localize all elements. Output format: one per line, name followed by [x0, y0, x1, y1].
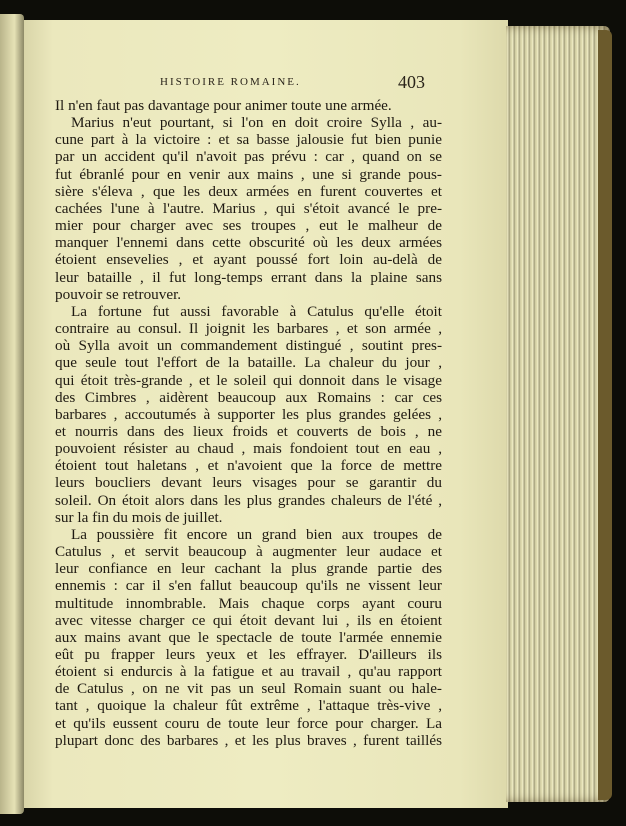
text-line: que seule tout l'effort de la bataille. La chaleur du jour , [55, 354, 442, 372]
text-line: leur bataille , il fut long-temps errant dans la plaine sans [55, 268, 442, 286]
text-line: pouvoir se retrouver. [55, 285, 182, 303]
text-line: où Sylla avoit un commandement distingué , soutint pres- [55, 337, 442, 355]
text-line: leurs boucliers devant leurs visages pour se garantir du [55, 474, 442, 492]
text-line: avec vitesse charger ce qui étoit devant lui , ils en étoient [55, 611, 442, 629]
text-line: de Catulus , on ne vit pas un seul Romain suant ou hale- [55, 680, 442, 698]
text-line: aux mains avant que le spectacle de toute l'armée ennemie [55, 628, 442, 646]
text-line: étoient tout haletans , et n'avoient que la force de mettre [55, 457, 442, 475]
text-line: des Cimbres , aidèrent beaucoup aux Romains : car ces [55, 388, 442, 406]
page-stack-edge [506, 26, 610, 802]
text-line: contraire au consul. Il joignit les barbares , et son armée , [55, 320, 442, 338]
text-line: par un accident qu'il n'avoit pas prévu : car , quand on se [55, 148, 442, 166]
text-line: ennemis : car il s'en fallut beaucoup qu'ils ne vissent leur [55, 577, 442, 595]
text-line: cune part à la victoire : et sa basse jalousie fut bien punie [55, 131, 442, 149]
text-line: étoient ensevelies , et ayant poussé fort loin au-delà de [55, 251, 442, 269]
text-line: étoient si endurcis à la fatigue et au travail , qu'au rapport [55, 663, 442, 681]
text-line: Marius n'eut pourtant, si l'on en doit croire Sylla , au- [71, 114, 442, 132]
text-line: leur confiance en leur cachant la plus grande partie des [55, 560, 442, 578]
text-line: Catulus , et servit beaucoup à augmenter leur audace et [55, 543, 442, 561]
running-head: HISTOIRE ROMAINE. [160, 76, 301, 88]
text-line: et nourris dans des lieux froids et couverts de bois , ne [55, 422, 442, 440]
text-line: mier pour charger avec ses troupes , eut le malheur de [55, 217, 442, 235]
text-line: Il n'en faut pas davantage pour animer toute une armée. [55, 97, 392, 114]
body-text [55, 97, 442, 749]
text-line: soleil. On étoit alors dans les plus grandes chaleurs de l'été , [55, 491, 442, 509]
page-number: 403 [398, 72, 425, 92]
text-line: eût pu frapper leurs yeux et les effrayer. D'ailleurs ils [55, 646, 442, 663]
text-line: et qu'ils eussent couru de toute leur force pour charger. La [55, 714, 442, 732]
text-line: La poussière fit encore un grand bien aux troupes de [71, 525, 442, 543]
text-line: qui étoit très-grande , et le soleil qui donnoit dans le visage [55, 371, 442, 389]
text-line: fut ébranlé pour en venir aux mains , une si grande pous- [55, 165, 442, 183]
text-line: sur la fin du mois de juillet. [55, 508, 223, 526]
facing-page-edge [0, 14, 24, 814]
text-line: plupart donc des barbares , et les plus braves , furent taillés [55, 731, 442, 749]
text-line: manquer l'ennemi dans cette obscurité où les deux armées [55, 234, 442, 252]
text-line: La fortune fut aussi favorable à Catulus qu'elle étoit [71, 302, 442, 320]
text-line: sière s'éleva , que les deux armées en furent couvertes et [55, 182, 442, 200]
text-line: cachées l'une à l'autre. Marius , qui s'étoit avancé le pre- [55, 199, 442, 217]
text-line: tant , quoique la chaleur fût extrême , l'attaque très-vive , [55, 697, 442, 715]
text-line: multitude innombrable. Mais chaque corps ayant couru [55, 594, 442, 612]
text-line: barbares , accoutumés à supporter les plus grandes gelées , [55, 405, 442, 423]
book-cover-edge [598, 30, 612, 800]
text-line: pouvoient résister au chaud , mais fondoient tout en eau , [55, 440, 442, 458]
